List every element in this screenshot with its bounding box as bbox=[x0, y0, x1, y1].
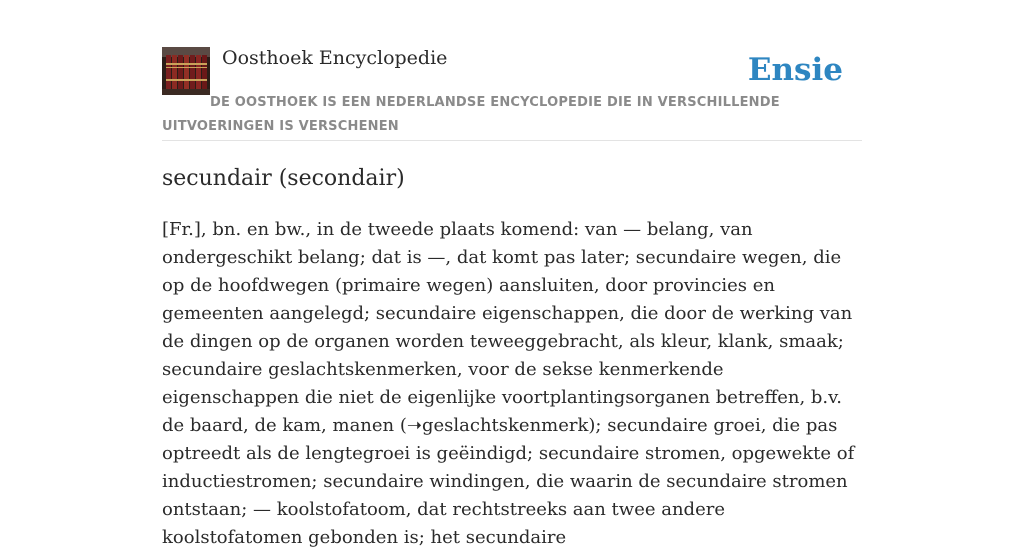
ensie-brand-logo[interactable]: Ensie bbox=[747, 52, 843, 88]
site-tagline: DE OOSTHOEK IS EEN NEDERLANDSE ENCYCLOPEDIE DIE IN VERSCHILLENDE UITVOERINGEN IS VERSCHENEN bbox=[162, 95, 780, 134]
site-name-link[interactable]: Oosthoek Encyclopedie bbox=[222, 47, 448, 69]
entry-title: secundair (secondair) bbox=[162, 166, 405, 191]
entry-body: [Fr.], bn. en bw., in de tweede plaats komend: van — belang, van ondergeschikt belang; dat is —, dat komt pas later; secundaire wegen, die op de hoofdwegen (primaire wegen) aansluiten, door provincies en gemeenten aangelegd; secundaire eigenschappen, die door de werking van de dingen op de organen worden teweeggebracht, als kleur, klank, smaak; secundaire geslachtskenmerken, voor de sekse kenmerkende eigenschappen die niet de eigenlijke voortplantingsorganen betreffen, b.v. de baard, de kam, manen (➝geslachtskenmerk); secundaire groei, die pas optreedt als de lengtegroei is geëindigd; secundaire stromen, opgewekte of inductiestromen; secundaire windingen, die waarin de secundaire stromen ontstaan; — koolstofatoom, dat rechtstreeks aan twee andere koolstofatomen gebonden is; het secundaire bbox=[162, 219, 855, 548]
site-header bbox=[162, 46, 862, 141]
encyclopedia-books-icon[interactable] bbox=[162, 47, 210, 95]
